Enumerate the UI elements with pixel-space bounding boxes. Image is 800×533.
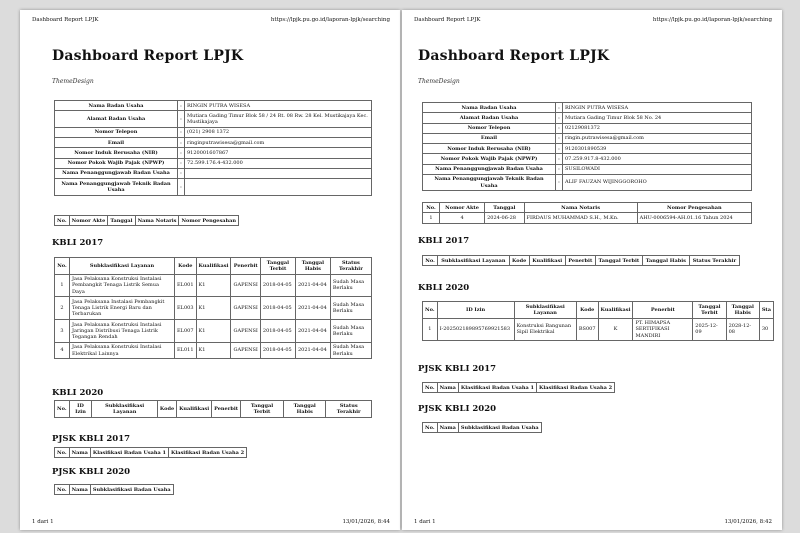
info-row: Nama Penanggungjawab Badan Usaha : xyxy=(55,168,372,178)
kbli-2017-table: No. Subklasifikasi Layanan Kode Kualifikasi Penerbit Tanggal Terbit Tanggal Habis Status Terakhir 1 Jasa Pelaksana Konstruksi Instalasi Pembangkit Tenaga Listrik Semua Daya EL001 K1 GAPENSI 2018-04-05 2021-04-04 Sudah Masa Berlaku 2 Jasa Pelaksana Instalasi Pembangkit Tenaga Listrik Energi Baru dan Terbarukan EL003 K1 GAPENSI 2018-04-05 2021-04-04 Sudah Masa Berlaku 3 Jasa Pelaksana Konstruksi Instalasi Jaringan Distribusi Tenaga Listrik Tegangan Rendah EL007 K1 GAPENSI 2018-04-05 2021-04-04 Sudah Masa Berlaku 4 Jasa Pelaksana Konstruksi Instalasi Elektrikal Lainnya EL011 K1 GAPENSI 2018-04-05 2021-04-04 Sudah Masa Berlaku xyxy=(54,257,372,359)
print-footer-page-count: 1 dari 1 xyxy=(32,519,54,525)
section-title-pjsk-2020: PJSK KBLI 2020 xyxy=(418,404,497,414)
info-row: Nomor Induk Berusaha (NIB) : 9120301890539 xyxy=(423,144,752,154)
company-info-table xyxy=(422,102,752,191)
print-header-url: https://lpjk.pu.go.id/laporan-lpjk/searching xyxy=(652,17,772,23)
kbli-2020-table: No. ID Izin Subklasifikasi Layanan Kode Kualifikasi Penerbit Tanggal Terbit Tanggal Habis Status Terakhir xyxy=(54,400,372,418)
info-row: Nomor Induk Berusaha (NIB) : 9120001607867 xyxy=(55,148,372,158)
kbli-2017-table: No. Subklasifikasi Layanan Kode Kualifikasi Penerbit Tanggal Terbit Tanggal Habis Status Terakhir xyxy=(422,255,740,266)
company-info-table xyxy=(54,100,372,196)
info-row: Nomor Pokok Wajib Pajak (NPWP) : 07.259.917.8-432.000 xyxy=(423,154,752,164)
info-row: Nama Penanggungjawab Badan Usaha : SUSILOWADI xyxy=(423,164,752,174)
pjsk-2017-table: No. Nama Klasifikasi Badan Usaha 1 Klasifikasi Badan Usaha 2 xyxy=(54,447,247,458)
pjsk-2020-table: No. Nama Subklasifikasi Badan Usaha xyxy=(54,484,174,495)
pjsk-2020-table: No. Nama Subklasifikasi Badan Usaha xyxy=(422,422,542,433)
theme-label: ThemeDesign xyxy=(52,78,94,85)
print-header-title: Dashboard Report LPJK xyxy=(32,17,99,23)
table-row: 3 Jasa Pelaksana Konstruksi Instalasi Jaringan Distribusi Tenaga Listrik Tegangan Rendah EL007 K1 GAPENSI 2018-04-05 2021-04-04 Sudah Masa Berlaku xyxy=(55,320,372,343)
section-title-pjsk-2020: PJSK KBLI 2020 xyxy=(52,467,131,477)
table-row: 1 Jasa Pelaksana Konstruksi Instalasi Pembangkit Tenaga Listrik Semua Daya EL001 K1 GAPENSI 2018-04-05 2021-04-04 Sudah Masa Berlaku xyxy=(55,274,372,297)
akta-table: No. Nomor Akte Tanggal Nama Notaris Nomor Pengesahan 1 4 2024-06-28 FIRDAUS MUHAMMAD S.H., M.Kn. AHU-0006594-AH.01.16 Tahun 2024 xyxy=(422,202,752,224)
section-title-kbli-2017: KBLI 2017 xyxy=(418,236,470,246)
print-header-url: https://lpjk.pu.go.id/laporan-lpjk/searching xyxy=(270,17,390,23)
report-page-right xyxy=(402,10,782,530)
print-footer-page-count: 1 dari 1 xyxy=(414,519,436,525)
section-title-kbli-2020: KBLI 2020 xyxy=(418,283,470,293)
print-footer-timestamp: 13/01/2026, 8:44 xyxy=(342,519,390,525)
theme-label: ThemeDesign xyxy=(418,78,460,85)
table-row: 2 Jasa Pelaksana Instalasi Pembangkit Tenaga Listrik Energi Baru dan Terbarukan EL003 K1 GAPENSI 2018-04-05 2021-04-04 Sudah Masa Berlaku xyxy=(55,297,372,320)
info-row: Email : ringinputrawisesa@gmail.com xyxy=(55,138,372,148)
table-row: 1 4 2024-06-28 FIRDAUS MUHAMMAD S.H., M.Kn. AHU-0006594-AH.01.16 Tahun 2024 xyxy=(423,213,752,223)
report-page-left xyxy=(20,10,400,530)
info-row: Nama Badan Usaha : RINGIN PUTRA WISESA xyxy=(423,103,752,113)
info-row: Alamat Badan Usaha : Mutiara Gading Timur Blok 58 No. 24 xyxy=(423,113,752,123)
info-row: Nomor Telepon : (021) 2908 1372 xyxy=(55,127,372,137)
table-row: 4 Jasa Pelaksana Konstruksi Instalasi Elektrikal Lainnya EL011 K1 GAPENSI 2018-04-05 2021-04-04 Sudah Masa Berlaku xyxy=(55,342,372,359)
section-title-kbli-2017: KBLI 2017 xyxy=(52,238,104,248)
info-row: Email : ringin.putrawisesa@gmail.com xyxy=(423,133,752,143)
print-header-title: Dashboard Report LPJK xyxy=(414,17,481,23)
print-footer-timestamp: 13/01/2026, 8:42 xyxy=(724,519,772,525)
section-title-pjsk-2017: PJSK KBLI 2017 xyxy=(418,364,497,374)
section-title-pjsk-2017: PJSK KBLI 2017 xyxy=(52,434,131,444)
pjsk-2017-table: No. Nama Klasifikasi Badan Usaha 1 Klasifikasi Badan Usaha 2 xyxy=(422,382,615,393)
info-row: Nama Penanggungjawab Teknik Badan Usaha : ALIF FAUZAN WIJINGGOROHO xyxy=(423,174,752,191)
info-row: Nama Penanggungjawab Teknik Badan Usaha : xyxy=(55,179,372,196)
akta-table: No. Nomor Akte Tanggal Nama Notaris Nomor Pengesahan xyxy=(54,215,239,226)
info-row: Nama Badan Usaha : RINGIN PUTRA WISESA xyxy=(55,101,372,111)
section-title-kbli-2020: KBLI 2020 xyxy=(52,388,104,398)
info-row: Nomor Telepon : 02129081372 xyxy=(423,123,752,133)
page-title: Dashboard Report LPJK xyxy=(418,48,610,64)
info-row: Alamat Badan Usaha : Mutiara Gading Timur Blok 58 / 24 Rt. 08 Rw. 28 Kel. Mustikajaya Kec. Mustikajaya xyxy=(55,111,372,128)
page-title: Dashboard Report LPJK xyxy=(52,48,244,64)
table-row: 1 I-202502189895769921583 Konstruksi Bangunan Sipil Elektrikal BS007 K PT. HIMAPSA SERTIFIKASI MANDIRI 2025-12-09 2028-12-08 30 xyxy=(423,318,774,341)
info-row: Nomor Pokok Wajib Pajak (NPWP) : 72.599.176.4-432.000 xyxy=(55,158,372,168)
kbli-2020-table: No. ID Izin Subklasifikasi Layanan Kode Kualifikasi Penerbit Tanggal Terbit Tanggal Habis Sta 1 I-202502189895769921583 Konstruksi Bangunan Sipil Elektrikal BS007 K PT. HIMAPSA SERTIFIKASI MANDIRI 2025-12-09 2028-12-08 30 xyxy=(422,301,774,341)
